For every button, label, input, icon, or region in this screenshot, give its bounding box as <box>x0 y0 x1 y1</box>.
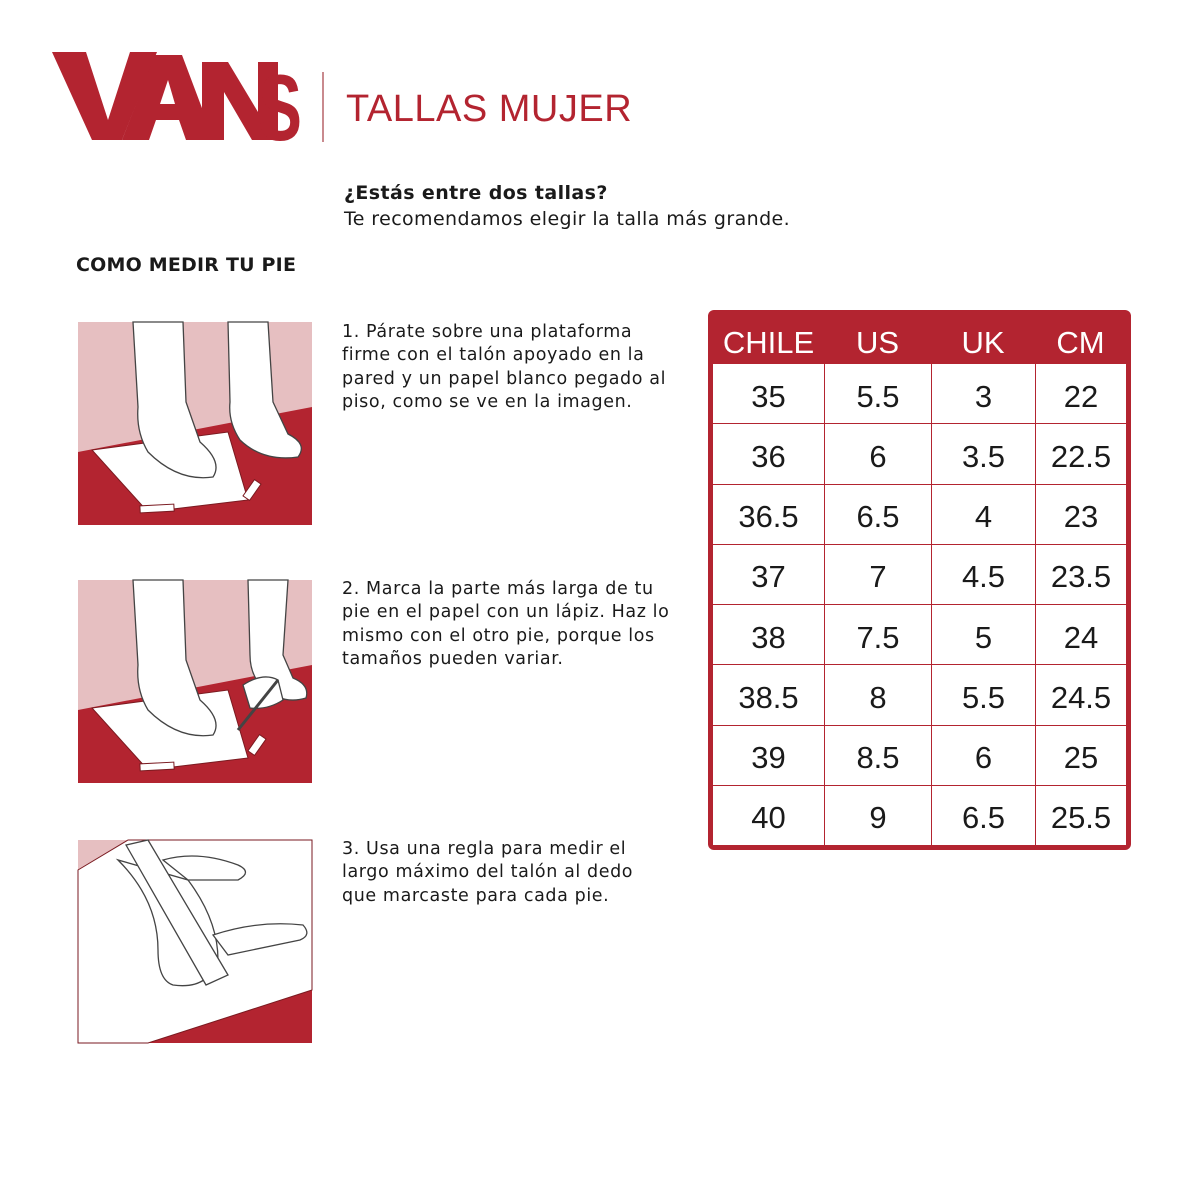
cell-uk: 3.5 <box>931 424 1035 483</box>
section-title: COMO MEDIR TU PIE <box>76 254 297 276</box>
table-row <box>713 484 1126 544</box>
cell-us: 7 <box>824 545 931 604</box>
table-row <box>713 725 1126 785</box>
cell-cm: 22.5 <box>1035 424 1126 483</box>
cell-cm: 24.5 <box>1035 665 1126 724</box>
tip-question: ¿Estás entre dos tallas? <box>344 182 608 204</box>
cell-us: 8.5 <box>824 726 931 785</box>
cell-uk: 4.5 <box>931 545 1035 604</box>
cell-chile: 39 <box>751 740 786 776</box>
table-row <box>713 664 1126 724</box>
cell-us: 6 <box>824 424 931 483</box>
cell-uk: 5 <box>931 605 1035 664</box>
cell-us: 8 <box>824 665 931 724</box>
table-header <box>713 314 1126 364</box>
cell-uk: 6.5 <box>931 786 1035 845</box>
cell-cm: 25 <box>1035 726 1126 785</box>
cell-us: 5.5 <box>824 364 931 423</box>
step-2-text: 2. Marca la parte más larga de tu pie en el papel con un lápiz. Haz lo mismo con el otro pie, porque los tamaños pueden variar. <box>342 579 670 669</box>
cell-chile: 40 <box>751 800 786 836</box>
cell-us: 9 <box>824 786 931 845</box>
page-title: TALLAS MUJER <box>346 88 633 130</box>
step-3-illustration <box>78 840 312 1043</box>
size-table <box>708 310 1131 850</box>
cell-chile: 35 <box>751 378 786 414</box>
table-row <box>713 544 1126 604</box>
vans-logo <box>52 52 302 160</box>
tip-answer: Te recomendamos elegir la talla más grande. <box>344 208 791 230</box>
cell-cm: 23 <box>1035 485 1126 544</box>
cell-uk: 5.5 <box>931 665 1035 724</box>
column-header-us: US <box>855 325 900 360</box>
cell-chile: 38 <box>751 619 786 655</box>
table-row <box>713 423 1126 483</box>
cell-uk: 4 <box>931 485 1035 544</box>
table-row <box>713 364 1126 423</box>
cell-chile: 37 <box>751 559 786 595</box>
cell-chile: 36.5 <box>738 499 799 535</box>
cell-chile: 38.5 <box>738 679 799 715</box>
table-row <box>713 604 1126 664</box>
size-tip <box>344 180 790 232</box>
cell-us: 7.5 <box>824 605 931 664</box>
step-3-text: 3. Usa una regla para medir el largo máximo del talón al dedo que marcaste para cada pie. <box>342 839 634 906</box>
cell-cm: 25.5 <box>1035 786 1126 845</box>
step-1-text: 1. Párate sobre una plataforma firme con el talón apoyado en la pared y un papel blanco pegado al piso, como se ve en la imagen. <box>342 322 667 412</box>
table-body <box>713 364 1126 845</box>
header-divider <box>322 72 324 142</box>
cell-cm: 24 <box>1035 605 1126 664</box>
cell-cm: 23.5 <box>1035 545 1126 604</box>
step-2-illustration <box>78 580 312 783</box>
step-1-illustration <box>78 322 312 525</box>
table-row <box>713 785 1126 845</box>
column-header-chile: CHILE <box>722 325 815 360</box>
cell-uk: 6 <box>931 726 1035 785</box>
column-header-cm: CM <box>1056 325 1105 360</box>
cell-us: 6.5 <box>824 485 931 544</box>
cell-cm: 22 <box>1035 364 1126 423</box>
column-header-uk: UK <box>961 325 1005 360</box>
svg-text:S: S <box>258 55 302 160</box>
cell-uk: 3 <box>931 364 1035 423</box>
cell-chile: 36 <box>751 438 786 474</box>
